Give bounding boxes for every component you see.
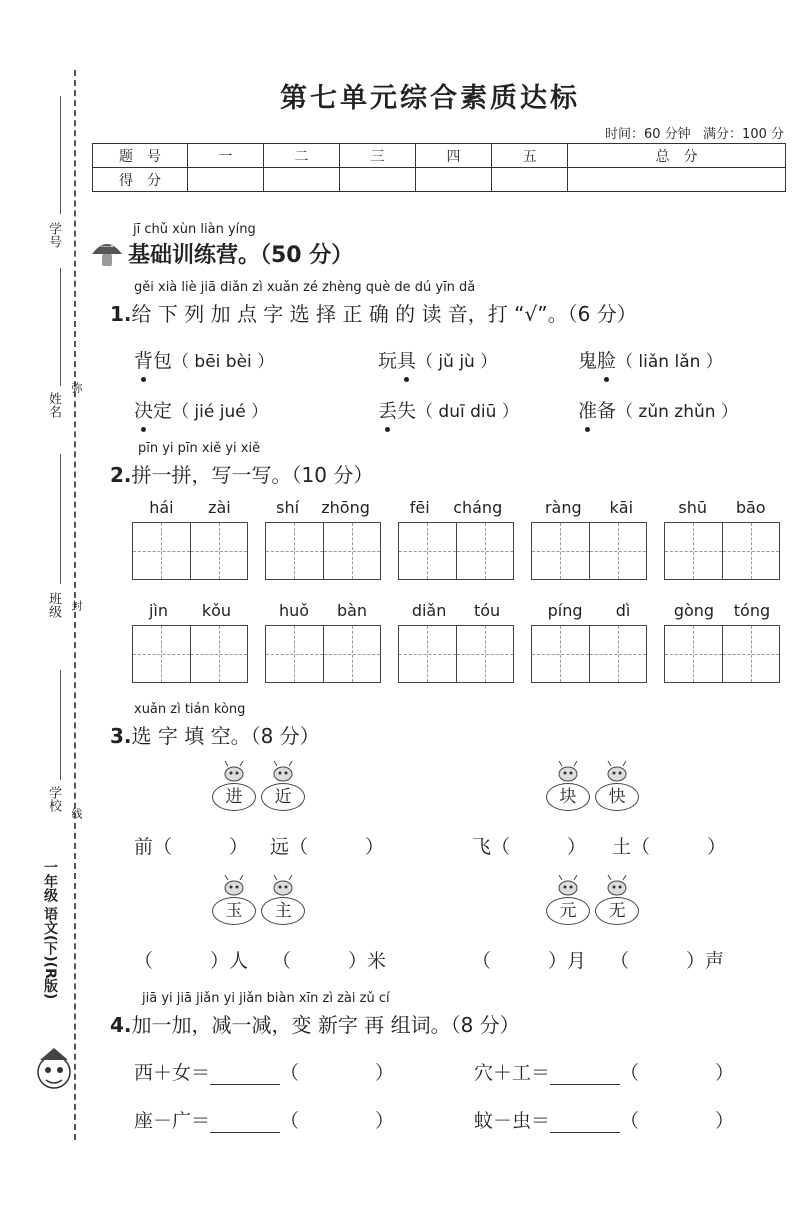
choice-bubble (546, 897, 590, 925)
choice-bubble (595, 783, 639, 811)
grid-pinyin: ràng (544, 498, 582, 517)
grid-pinyin: diǎn (411, 601, 447, 620)
choice-char: 近 (274, 787, 292, 807)
q1-pinyin: gěi xià liè jiā diǎn zì xuǎn zé zhèng què de dú yīn dǎ (134, 280, 476, 295)
seal-feng: 封 (70, 600, 83, 611)
writing-grid (132, 601, 248, 683)
fill-blank[interactable]: 土（ ） (612, 836, 727, 858)
grid-pinyin: zhōng (321, 498, 370, 517)
fill-blank[interactable]: （ ）米 (272, 950, 387, 972)
q1-word-char: 失 (397, 400, 417, 422)
writing-cell[interactable] (457, 626, 514, 682)
section1-pinyin: jī chǔ xùn liàn yíng (133, 222, 256, 237)
q3-prompt (110, 720, 320, 749)
grid-pinyin: píng (547, 601, 583, 620)
bee-icon (601, 760, 633, 782)
grid-pinyin: fēi (409, 498, 430, 517)
writing-cell[interactable] (191, 523, 248, 579)
class-line (60, 454, 61, 584)
fill-blank[interactable]: （ ）声 (610, 950, 725, 972)
writing-cell[interactable] (457, 523, 514, 579)
score-header-cell: 四 (416, 144, 492, 168)
writing-grid (531, 498, 647, 580)
writing-grid (265, 498, 381, 580)
name-line (60, 268, 61, 386)
fill-blank[interactable]: 飞（ ） (472, 836, 587, 858)
writing-cell[interactable] (665, 523, 723, 579)
seal-mi: 弥 (70, 382, 83, 393)
bee-icon (267, 760, 299, 782)
q4-equation (474, 1106, 734, 1133)
writing-cell[interactable] (532, 626, 590, 682)
word-paren[interactable]: （ ） (620, 1062, 735, 1084)
q2-text: 拼一拼，写一写。（10 分） (131, 463, 374, 487)
fill-blank[interactable]: 远（ ） (270, 836, 385, 858)
answer-blank[interactable] (550, 1114, 620, 1133)
q1-word-char-dotted: 准 (578, 396, 597, 423)
score-header-cell: 一 (188, 144, 264, 168)
writing-cell[interactable] (399, 626, 457, 682)
grid-pinyin: zài (208, 498, 231, 517)
writing-cell[interactable] (266, 523, 324, 579)
q1-item (134, 396, 268, 423)
writing-cell[interactable] (723, 626, 780, 682)
q1-word-char-dotted: 决 (134, 396, 153, 423)
q3-pinyin: xuǎn zì tián kòng (134, 702, 246, 717)
q1-item (378, 396, 519, 423)
page-title: 第七单元综合素质达标 (280, 83, 580, 114)
q1-word-char-dotted: 脸 (597, 346, 616, 373)
writing-grid (664, 601, 780, 683)
score-header-cell: 总 分 (568, 144, 786, 168)
writing-grid (132, 498, 248, 580)
score-cell[interactable] (188, 168, 264, 192)
q1-options[interactable]: （ liǎn lǎn ） (616, 352, 723, 372)
score-header-cell: 题 号 (93, 144, 188, 168)
equation-text: 西＋女＝ (134, 1062, 211, 1084)
grid-pinyin: kǒu (201, 601, 232, 620)
q4-equation (134, 1058, 394, 1085)
writing-cell[interactable] (665, 626, 723, 682)
choice-group (546, 783, 639, 811)
q1-word-char: 玩 (378, 350, 398, 372)
word-paren[interactable]: （ ） (280, 1110, 395, 1132)
q1-item (378, 346, 497, 373)
q1-prompt (110, 298, 637, 327)
q1-options[interactable]: （ jǔ jù ） (416, 352, 498, 372)
choice-bubble (212, 783, 256, 811)
grid-pinyin: jìn (148, 601, 168, 620)
mascot-icon (34, 1040, 74, 1100)
choice-char: 玉 (225, 901, 243, 921)
q1-options[interactable]: （ bēi bèi ） (172, 352, 275, 372)
q1-word-char: 包 (153, 350, 173, 372)
writing-cell[interactable] (723, 523, 780, 579)
name-label: 姓名 (46, 392, 61, 418)
choice-bubble (261, 783, 305, 811)
book-label: 一年级 语文(下)(R版) (42, 860, 58, 1000)
q1-text: 给 下 列 加 点 字 选 择 正 确 的 读 音，打 “√”。（6 分） (131, 302, 637, 326)
grid-pinyin: gòng (673, 601, 715, 620)
q1-word-char-dotted: 丢 (378, 396, 397, 423)
q1-item (578, 346, 723, 373)
choice-bubble (261, 897, 305, 925)
q1-word-char-dotted: 具 (397, 346, 416, 373)
equation-text: 座－广＝ (134, 1110, 211, 1132)
school-label: 学校 (46, 786, 61, 812)
svg-text:一: 一 (100, 241, 114, 257)
choice-bubble (546, 783, 590, 811)
q4-pinyin: jiā yi jiā jiǎn yi jiǎn biàn xīn zì zài zǔ cí (142, 991, 390, 1006)
equation-text: 蚊－虫＝ (474, 1110, 551, 1132)
equation-text: 穴＋工＝ (474, 1062, 551, 1084)
student-id-label: 学号 (46, 222, 61, 248)
q2-row2 (132, 601, 782, 685)
q4-number: 4. (110, 1013, 132, 1037)
grid-pinyin: bàn (336, 601, 368, 620)
q3-number: 3. (110, 724, 132, 748)
q1-item (134, 346, 274, 373)
grid-pinyin: bāo (735, 498, 766, 517)
q2-prompt (110, 459, 373, 488)
writing-grid (664, 498, 780, 580)
writing-grid (265, 601, 381, 683)
writing-grid (398, 498, 514, 580)
writing-cell[interactable] (590, 626, 647, 682)
answer-blank[interactable] (210, 1066, 280, 1085)
choice-char: 快 (608, 787, 626, 807)
choice-group (546, 897, 639, 925)
score-header-cell: 二 (264, 144, 340, 168)
choice-bubble (595, 897, 639, 925)
q1-options[interactable]: （ jié jué ） (172, 402, 269, 422)
score-header-row (93, 144, 786, 168)
bee-icon (552, 760, 584, 782)
score-header-cell: 三 (340, 144, 416, 168)
grid-pinyin: shí (276, 498, 300, 517)
choice-bubble (212, 897, 256, 925)
q4-prompt (110, 1009, 520, 1038)
writing-cell[interactable] (324, 523, 381, 579)
section-mushroom-icon (90, 238, 124, 268)
choice-char: 块 (559, 787, 577, 807)
exam-meta (605, 123, 784, 142)
writing-cell[interactable] (399, 523, 457, 579)
bee-icon (218, 760, 250, 782)
score-row-label: 得 分 (93, 168, 188, 192)
fill-blank[interactable]: （ ）月 (472, 950, 587, 972)
q1-options[interactable]: （ duī diū ） (416, 402, 519, 422)
score-table (92, 143, 786, 192)
writing-grid (531, 601, 647, 683)
q1-word-char: 定 (153, 400, 173, 422)
q2-number: 2. (110, 463, 132, 487)
word-paren[interactable]: （ ） (620, 1110, 735, 1132)
bee-icon (601, 874, 633, 896)
class-label: 班级 (46, 592, 61, 618)
writing-grid (398, 601, 514, 683)
q1-word-char-dotted: 背 (134, 346, 153, 373)
school-line (60, 670, 61, 780)
word-paren[interactable]: （ ） (280, 1062, 395, 1084)
grid-pinyin: kāi (609, 498, 634, 517)
time-limit: 时间：60 分钟 (604, 127, 691, 142)
q3-text: 选 字 填 空。（8 分） (131, 724, 320, 748)
score-cell[interactable] (568, 168, 786, 192)
score-cell[interactable] (264, 168, 340, 192)
writing-cell[interactable] (324, 626, 381, 682)
writing-cell[interactable] (133, 626, 191, 682)
bee-icon (267, 874, 299, 896)
grid-pinyin: cháng (453, 498, 503, 517)
score-cell[interactable] (340, 168, 416, 192)
choice-char: 元 (559, 901, 577, 921)
q2-row1 (132, 498, 782, 582)
choice-char: 进 (225, 787, 243, 807)
grid-pinyin: hái (149, 498, 174, 517)
writing-cell[interactable] (590, 523, 647, 579)
writing-cell[interactable] (266, 626, 324, 682)
fill-blank[interactable]: （ ）人 (134, 950, 249, 972)
grid-pinyin: tóu (473, 601, 501, 620)
q1-word-char: 备 (597, 400, 617, 422)
choice-group (212, 897, 305, 925)
grid-pinyin: dì (615, 601, 631, 620)
q1-options[interactable]: （ zǔn zhǔn ） (616, 402, 738, 422)
score-value-row (93, 168, 786, 192)
answer-blank[interactable] (550, 1066, 620, 1085)
writing-cell[interactable] (532, 523, 590, 579)
writing-cell[interactable] (133, 523, 191, 579)
grid-pinyin: shū (678, 498, 708, 517)
q4-equation (474, 1058, 734, 1085)
fill-blank[interactable]: 前（ ） (134, 836, 249, 858)
score-cell[interactable] (492, 168, 568, 192)
choice-group (212, 783, 305, 811)
q1-word-char: 鬼 (578, 350, 598, 372)
q4-equation (134, 1106, 394, 1133)
q1-number: 1. (110, 302, 132, 326)
bee-icon (552, 874, 584, 896)
writing-cell[interactable] (191, 626, 248, 682)
bee-icon (218, 874, 250, 896)
score-cell[interactable] (416, 168, 492, 192)
section1-title: 基础训练营。（50 分） (128, 243, 354, 268)
q2-pinyin: pīn yi pīn xiě yi xiě (138, 441, 261, 456)
score-header-cell: 五 (492, 144, 568, 168)
answer-blank[interactable] (210, 1114, 280, 1133)
q4-text: 加一加，减一减，变 新字 再 组词。（8 分） (131, 1013, 520, 1037)
grid-pinyin: tóng (733, 601, 771, 620)
choice-char: 主 (274, 901, 292, 921)
q1-item (578, 396, 738, 423)
grid-pinyin: huǒ (278, 601, 310, 620)
seal-xian: 线 (70, 808, 83, 819)
full-score: 满分：100 分 (703, 127, 784, 142)
choice-char: 无 (608, 901, 626, 921)
